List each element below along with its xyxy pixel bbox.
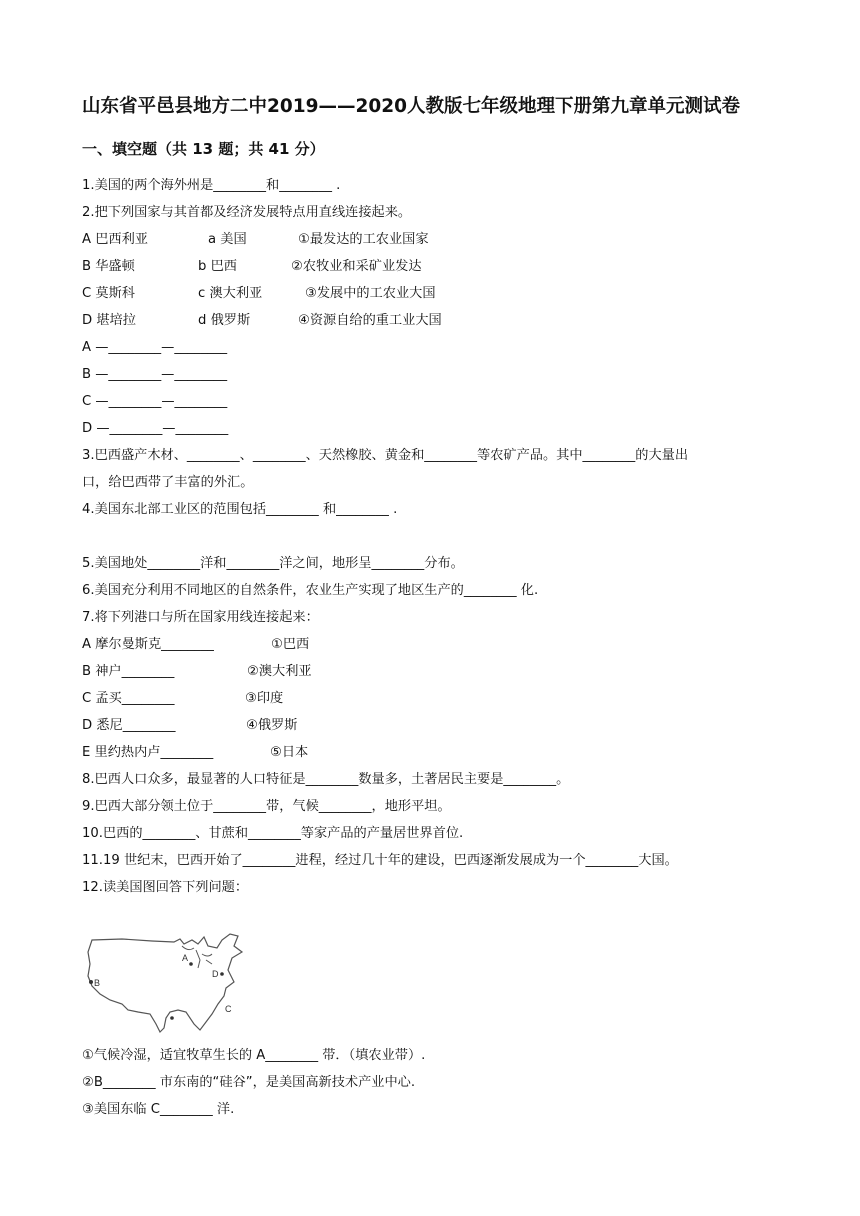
- question-3-line-2: 口，给巴西带了丰富的外汇。: [82, 475, 254, 490]
- q2-capital-3: C 莫斯科: [82, 286, 135, 301]
- question-6: 6.美国充分利用不同地区的自然条件，农业生产实现了地区生产的________ 化.: [82, 583, 539, 598]
- question-4: 4.美国东北部工业区的范围包括________ 和________ .: [82, 502, 398, 517]
- q12-sub-2: ②B________ 市东南的“硅谷”，是美国高新技术产业中心.: [82, 1075, 416, 1090]
- q12-sub-1: ①气候冷湿，适宜牧草生长的 A________ 带．（填农业带）.: [82, 1048, 426, 1063]
- q2-feature-1: ①最发达的工农业国家: [298, 232, 429, 247]
- q2-country-1: a 美国: [208, 232, 247, 247]
- question-8: 8.巴西人口众多，最显著的人口特征是________数量多，土著居民主要是________。: [82, 772, 570, 787]
- map-label-a: A: [182, 953, 189, 963]
- page-title: 山东省平邑县地方二中2019——2020人教版七年级地理下册第九章单元测试卷: [82, 96, 740, 117]
- q2-answer-b: B —________—________: [82, 367, 228, 382]
- q7-port-2: B 神户________: [82, 664, 175, 679]
- question-9: 9.巴西大部分领土位于________带，气候________，地形平坦。: [82, 799, 451, 814]
- q7-country-1: ①巴西: [271, 637, 310, 652]
- section-heading: 一、填空题（共 13 题；共 41 分）: [82, 140, 325, 158]
- q7-port-3: C 孟买________: [82, 691, 175, 706]
- question-1: 1.美国的两个海外州是________和________ .: [82, 178, 341, 193]
- city-dot-south: [170, 1016, 174, 1020]
- q2-country-3: c 澳大利亚: [198, 286, 263, 301]
- q2-capital-4: D 堪培拉: [82, 313, 136, 328]
- q7-port-4: D 悉尼________: [82, 718, 176, 733]
- map-label-b: B: [94, 978, 101, 988]
- city-dot-d: [220, 972, 224, 976]
- question-7-stem: 7.将下列港口与所在国家用线连接起来：: [82, 610, 319, 625]
- q2-country-2: b 巴西: [198, 259, 237, 274]
- question-11: 11.19 世纪末，巴西开始了________进程，经过几十年的建设，巴西逐渐发展成为一个________大国。: [82, 853, 678, 868]
- q2-capital-2: B 华盛顿: [82, 259, 135, 274]
- q7-port-1: A 摩尔曼斯克________: [82, 637, 214, 652]
- usa-map: [82, 930, 252, 1042]
- q12-sub-3: ③美国东临 C________ 洋.: [82, 1102, 235, 1117]
- q2-answer-a: A —________—________: [82, 340, 228, 355]
- q7-port-5: E 里约热内卢________: [82, 745, 214, 760]
- q2-feature-4: ④资源自给的重工业大国: [298, 313, 442, 328]
- usa-outline: [88, 934, 242, 1032]
- q7-country-2: ②澳大利亚: [247, 664, 312, 679]
- question-5: 5.美国地处________洋和________洋之间，地形呈________分布。: [82, 556, 464, 571]
- q7-country-4: ④俄罗斯: [246, 718, 298, 733]
- q2-answer-d: D —________—________: [82, 421, 229, 436]
- q2-country-4: d 俄罗斯: [198, 313, 251, 328]
- q7-country-5: ⑤日本: [270, 745, 309, 760]
- map-label-c: C: [225, 1004, 232, 1014]
- q2-capital-1: A 巴西利亚: [82, 232, 148, 247]
- q2-feature-2: ②农牧业和采矿业发达: [291, 259, 422, 274]
- question-3-line-1: 3.巴西盛产木材、________、________、天然橡胶、黄金和________等农矿产品。其中________的大量出: [82, 448, 689, 463]
- city-dot-b: [89, 980, 93, 984]
- city-dot-a: [189, 962, 193, 966]
- q7-country-3: ③印度: [245, 691, 284, 706]
- q2-feature-3: ③发展中的工农业大国: [305, 286, 436, 301]
- question-2-stem: 2.把下列国家与其首都及经济发展特点用直线连接起来。: [82, 205, 412, 220]
- q2-answer-c: C —________—________: [82, 394, 228, 409]
- question-12-stem: 12.读美国图回答下列问题：: [82, 880, 249, 895]
- map-label-d: D: [212, 969, 219, 979]
- question-10: 10.巴西的________、甘蔗和________等家产品的产量居世界首位.: [82, 826, 464, 841]
